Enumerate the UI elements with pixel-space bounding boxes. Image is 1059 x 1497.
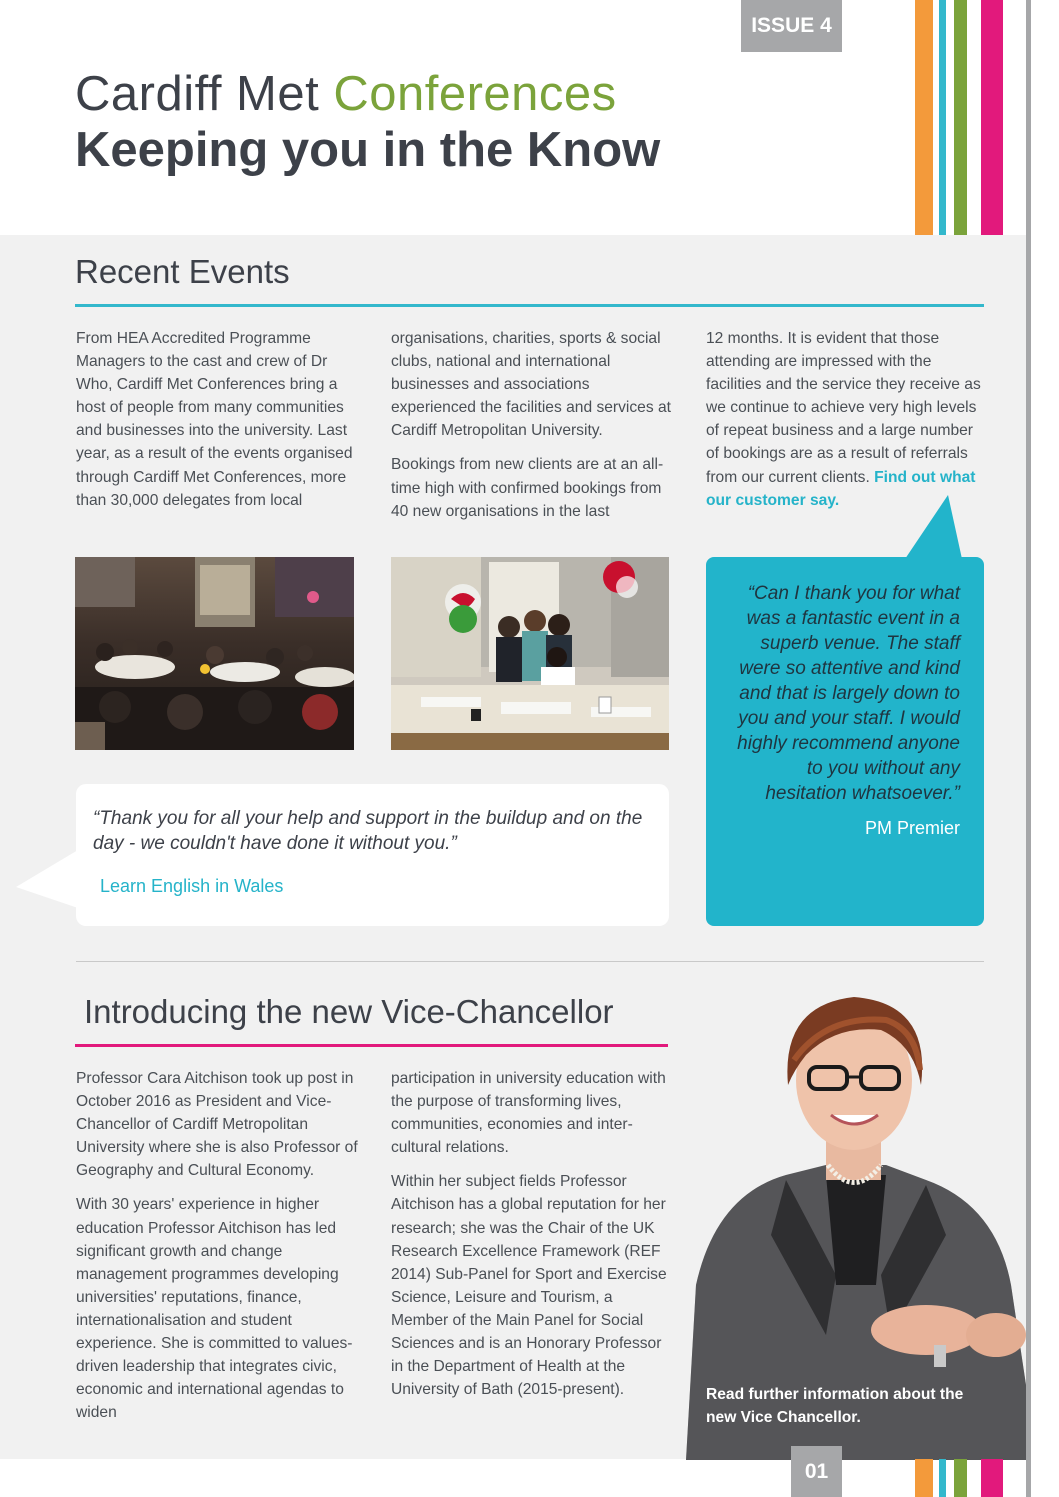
footer-stripe-cyan [939,1459,946,1497]
testimonial-pm-premier-quote: “Can I thank you for what was a fantastic event in a superb venue. The staff were so attentive and kind and that is largely down to you and your staff. I would highly recommend anyone to you without any hesitation whatsoever.” [737,583,960,804]
event-photo-registration-image [391,557,669,750]
recent-events-col-1 [76,327,359,512]
testimonial-learn-english-author: Learn English in Wales [100,876,284,896]
title-part-2: Conferences [333,67,617,121]
recent-events-rule [75,304,984,307]
accent-stripe-orange [915,0,933,235]
vc-text-1: Professor Cara Aitchison took up post in October 2016 as President and Vice-Chancellor of Cardiff Metropolitan University where she is also Professor of Geography and Cultural Economy. [76,1070,358,1180]
recent-events-text-3: Bookings from new clients are at an all-time high with confirmed bookings from 40 new organisations in the last [391,456,664,520]
footer-stripe-green [954,1459,967,1497]
accent-stripe-cyan [939,0,946,235]
event-photo-hall [75,557,354,750]
recent-events-col-3 [706,327,989,512]
recent-events-heading: Recent Events [75,253,290,290]
recent-events-col-2 [391,327,674,523]
testimonial-learn-english [76,784,669,926]
vc-text-3: participation in university education with the purpose of transforming lives, communities, economies and inter-cultural relations. [391,1070,666,1157]
recent-events-text-1: From HEA Accredited Programme Managers to the cast and crew of Dr Who, Cardiff Met Conferences bring a host of people from many communities and businesses into the university. Last year, as a result of the events organised through Cardiff Met Conferences, more than 30,000 delegates from local [76,330,353,509]
vice-chancellor-col-2 [391,1067,674,1401]
vice-chancellor-col-1 [76,1067,359,1424]
customer-say-link[interactable]: Find out what our customer say. [706,468,976,509]
footer-stripe-pink [981,1459,1003,1497]
footer-stripe-orange [915,1459,933,1497]
testimonial-pm-premier-author: PM Premier [864,818,960,838]
event-photo-hall-image [75,557,354,750]
vice-chancellor-link[interactable]: Read further information about the new Vice Chancellor. [706,1386,964,1426]
page-number: 01 [791,1446,842,1497]
event-photo-registration [391,557,669,750]
vc-text-2: With 30 years' experience in higher education Professor Aitchison has led significant growth and change management programmes developing universities' reputations, finance, internationalisation and student experience. She is committed to values-driven leadership that integrates civic, economic and international agendas to widen [76,1196,353,1422]
vc-text-4: Within her subject fields Professor Aitchison has a global reputation for her research; she was the Chair of the UK Research Excellence Framework (REF 2014) Sub-Panel for Sport and Exercise Science, Leisure and Tourism, a Member of the Main Panel for Social Sciences and is an Honorary Professor in the Department of Health at the University of Bath (2015-present). [391,1173,667,1399]
page-title [75,66,617,122]
issue-tag: ISSUE 4 [741,0,842,52]
accent-stripe-pink [981,0,1003,235]
right-edge-rule [1026,0,1031,1497]
accent-stripe-green [954,0,967,235]
title-part-1: Cardiff Met [75,67,334,121]
quote-cyan-pointer [900,495,965,559]
vice-chancellor-heading: Introducing the new Vice-Chancellor [84,993,614,1030]
recent-events-text-4-body: 12 months. It is evident that those attending are impressed with the facilities and the service they receive as we continue to achieve very high levels of repeat business and a large number of bookings are as a result of referrals from our current clients. [706,330,981,486]
testimonial-learn-english-quote: “Thank you for all your help and support in the buildup and on the day - we couldn't have done it without you.” [93,808,643,854]
testimonial-pm-premier [706,557,984,926]
page-subtitle: Keeping you in the Know [75,123,661,177]
quote-white-pointer [16,850,78,908]
recent-events-text-2: organisations, charities, sports & social clubs, national and international businesses and associations experienced the facilities and services at Cardiff Metropolitan University. [391,330,671,440]
vice-chancellor-rule [75,1044,668,1047]
recent-events-text-4 [706,327,989,512]
section-divider [76,961,984,962]
